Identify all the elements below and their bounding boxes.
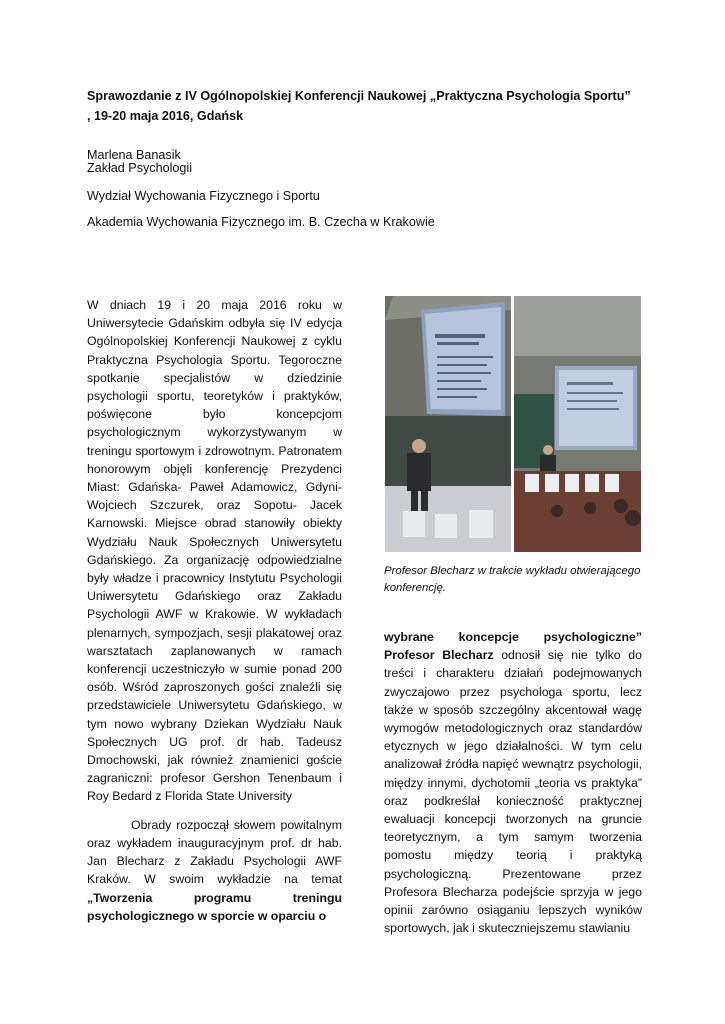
faculty-name: Wydział Wychowania Fizycznego i Sportu	[87, 189, 320, 203]
intro-paragraph: W dniach 19 i 20 maja 2016 roku w Uniwersytecie Gdańskim odbyła się IV edycja Ogólnopolskiej Konferencji Naukowej z cyklu Praktyczna Psychologia Sportu. Tegoroczne spotkanie specjalistów w dziedzinie psychologii sportu, teoretyków i praktyków, poświęcone było koncepcjom psychologicznym wykorzystywanym w treningu sportowym i zdrowotnym. Patronatem honorowym objęli konferencję Prezydenci Miast: Gdańska- Paweł Adamowicz, Gdyni- Wojciech Szczurek, oraz Sopotu- Jacek Karnowski. Miejsce obrad stanowiły obiekty Wydziału Nauk Społecznych Uniwersytetu Gdańskiego. Za organizację odpowiedzialne były władze i pracownicy Instytutu Psychologii Uniwersytetu Gdańskiego oraz Zakładu Psychologii AWF w Krakowie. W wykładach plenarnych, sympozjach, sesji plakatowej oraz warsztatach zaplanowanych w ramach konferencji uczestniczyło w sumie ponad 200 osób. Wśród zaproszonych gości znaleźli się przedstawiciele Uniwersytetu Gdańskiego, w tym nowo wybrany Dziekan Wydziału Nauk Społecznych UG prof. dr hab. Tadeusz Dmochowski, jak również znamienici goście zagraniczni: profesor Gershon Tenenbaum i Roy Bedard z Florida State University	[87, 298, 342, 804]
right-column	[384, 628, 642, 937]
lecture-paragraph	[384, 628, 642, 937]
photo-caption: Profesor Blecharz w trakcie wykładu otwierającego konferencję.	[384, 565, 641, 594]
lecture-paragraph-text: odnosił się nie tylko do treści i charakteru działań podejmowanych zwyczajowo przez psychologa sportu, lecz także w sposób szczególny akcentował wagę wymogów metodologicznych oraz standardów etycznych w jego działalności. W tym celu analizował źródła napięć wewnątrz psychologii, między innymi, dychotomii „teoria vs praktyka” oraz podkreślał konieczność praktycznej ewaluacji koncepcji tworzonych na gruncie teoretycznym, a tym samym tworzenia pomostu między teorią i praktyką psychologiczną. Prezentowane przez Profesora Blecharza podejście sprzyja w jego opinii zarówno osiąganiu lepszych wyników sportowych, jak i skuteczniejszemu stawianiu	[384, 648, 642, 936]
conference-photo	[385, 296, 641, 552]
lecture-title-end: wybrane koncepcje psychologiczne” Profesor Blecharz	[384, 630, 642, 663]
lecture-title-start: „Tworzenia programu treningu psychologicznego w sporcie w oparciu o	[87, 890, 342, 923]
author-name: Marlena Banasik	[87, 148, 181, 162]
university-name: Akademia Wychowania Fizycznego im. B. Czecha w Krakowie	[87, 215, 435, 229]
opening-paragraph-text: Obrady rozpoczął słowem powitalnym oraz wykładem inauguracyjnym prof. dr hab. Jan Blecharz z Zakładu Psychologii AWF Kraków. W swoim wykładzie na temat	[87, 817, 342, 887]
left-column	[87, 296, 342, 925]
opening-paragraph	[87, 816, 342, 925]
department-name: Zakład Psychologii	[87, 161, 192, 175]
report-title: Sprawozdanie z IV Ogólnopolskiej Konferencji Naukowej „Praktyczna Psychologia Sportu” , 19-20 maja 2016, Gdańsk	[87, 89, 631, 123]
